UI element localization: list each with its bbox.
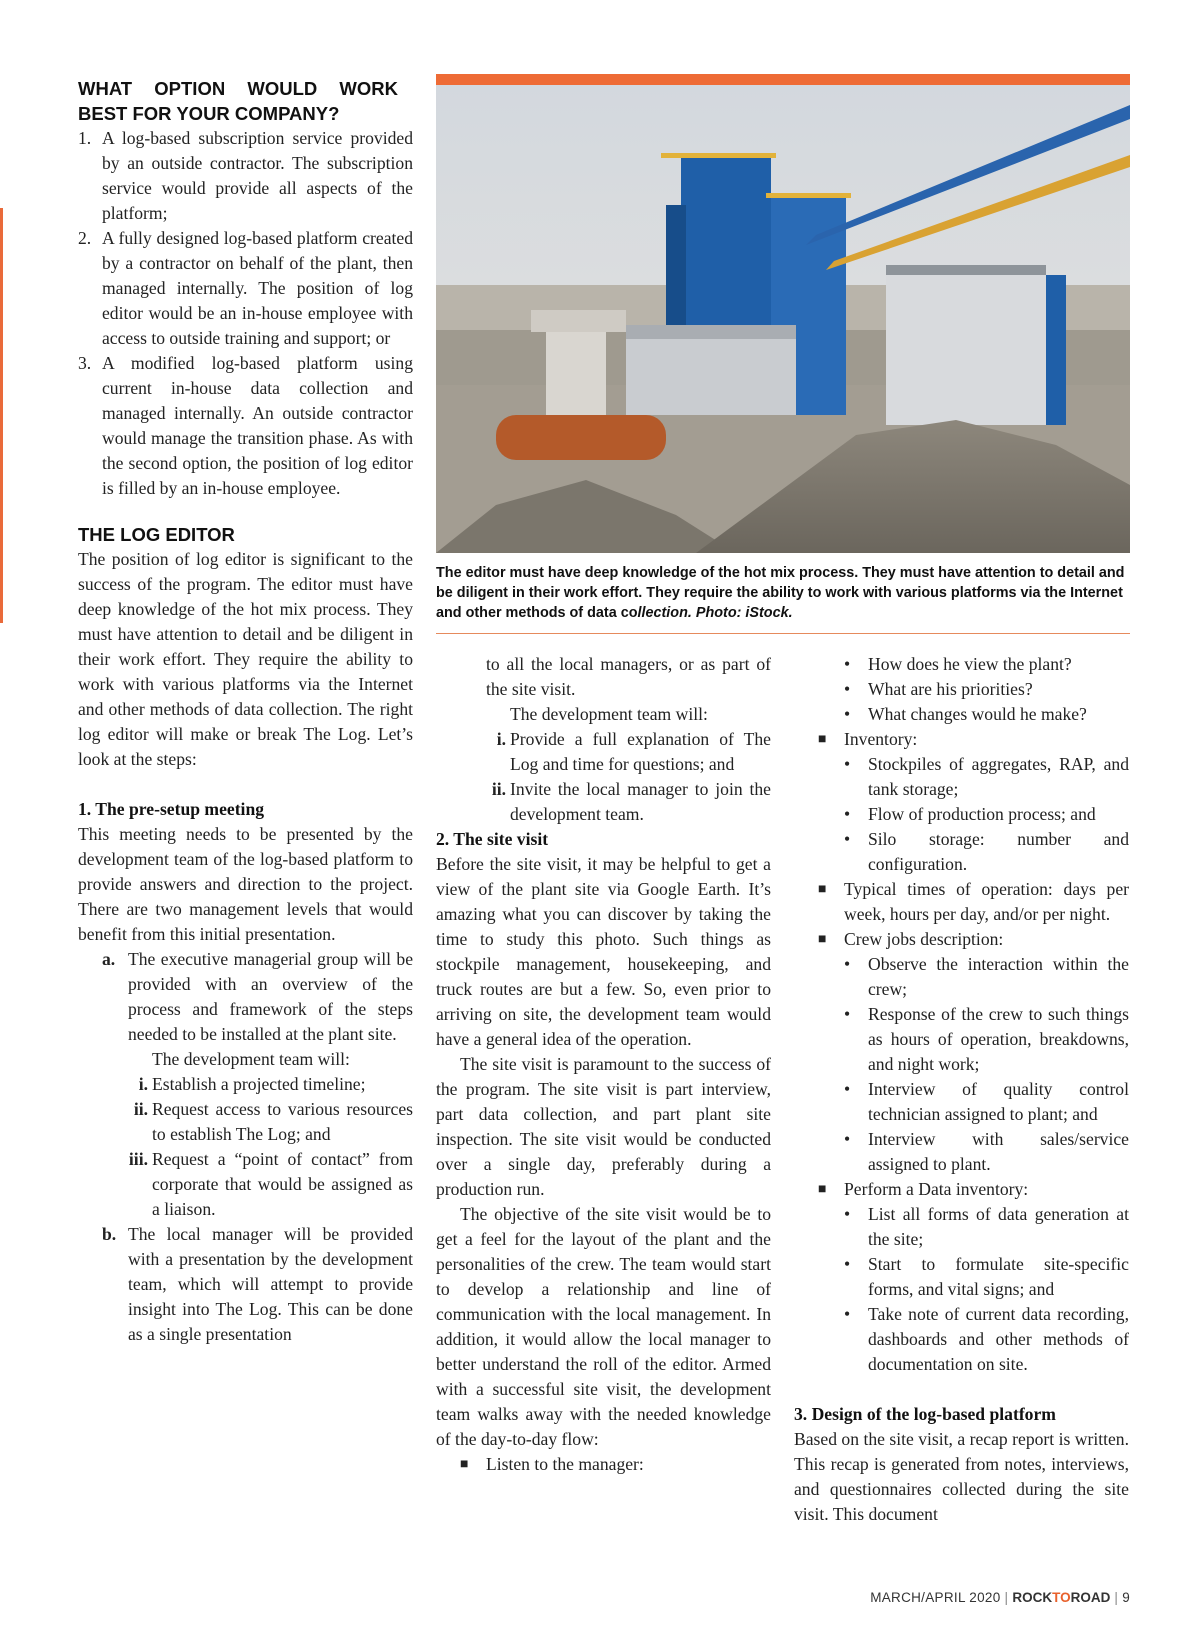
- bullet-icon: •: [844, 654, 851, 674]
- folio-separator: |: [1004, 1590, 1009, 1605]
- task-text: Request a “point of contact” from corporate that would be assigned as a liaison.: [152, 1149, 413, 1219]
- manager-questions-list: [794, 652, 1129, 727]
- group-item: [844, 1002, 1129, 1077]
- log-editor-body: The position of log editor is significant to the success of the program. The editor must have deep knowledge of the hot mix process. They must have attention to detail and be diligent in their work effort. They require the ability to work with various platforms via the Internet and other methods of data collection. The right log editor will make or break The Log. Let’s look at the steps:: [78, 549, 413, 769]
- bullet-icon: •: [844, 754, 851, 774]
- group-item: [844, 827, 1129, 877]
- level-mark: b.: [102, 1224, 117, 1244]
- option-item: [78, 126, 413, 226]
- issue-date: MARCH/APRIL 2020: [870, 1590, 1001, 1605]
- group-label: Crew jobs description:: [844, 929, 1004, 949]
- option-item: [78, 351, 413, 501]
- question-item: [794, 702, 1129, 727]
- bullet-icon: •: [844, 804, 851, 824]
- group-items: [844, 1202, 1129, 1377]
- column-right: [794, 652, 1129, 1527]
- option-text: A fully designed log-based platform created by a contractor on behalf of the plant, then managed internally. The position of log editor would be an in-house employee with access to outside training and support; or: [102, 228, 413, 348]
- square-bullet-icon: ■: [818, 882, 827, 897]
- option-text: A modified log-based platform using current in-house data collection and managed internally. An outside contractor would manage the transition phase. As with the second option, the position of log editor is filled by an in-house employee.: [102, 353, 413, 498]
- option-item: [78, 226, 413, 351]
- task-item: [460, 777, 771, 827]
- brand-part: ROAD: [1070, 1590, 1111, 1605]
- level-mark: a.: [102, 949, 116, 969]
- group-item-text: List all forms of data generation at the site;: [868, 1204, 1129, 1249]
- checklist-group: [794, 877, 1129, 927]
- sidebar-heading: WHAT OPTION WOULD WORK BEST FOR YOUR COMPANY?: [78, 78, 398, 124]
- level-text: The local manager will be provided with a presentation by the development team, which will attempt to provide insight into The Log. This can be done as a single presentation: [128, 1224, 413, 1344]
- task-mark: ii.: [133, 1099, 148, 1119]
- group-item-text: Start to formulate site-specific forms, and vital signs; and: [868, 1254, 1129, 1299]
- square-bullet-icon: ■: [818, 932, 827, 947]
- bullet-icon: •: [844, 1204, 851, 1224]
- group-item: [844, 1252, 1129, 1302]
- option-number: 2.: [78, 228, 92, 248]
- checklist-group: [794, 727, 1129, 877]
- question-item: [794, 652, 1129, 677]
- magazine-brand: [1012, 1590, 1110, 1605]
- options-list: [78, 126, 413, 501]
- group-items: [844, 952, 1129, 1177]
- photo-caption: [436, 563, 1130, 623]
- level-item-b: [78, 1222, 413, 1347]
- listen-list: [436, 1452, 771, 1477]
- group-item-text: Flow of production process; and: [868, 804, 1096, 824]
- listen-item: [436, 1452, 771, 1477]
- bullet-icon: •: [844, 1129, 851, 1149]
- brand-part: ROCK: [1012, 1590, 1053, 1605]
- site-visit-p3: The objective of the site visit would be to get a feel for the layout of the plant and the personalities of the crew. The team would start to develop a relationship and line of communication with the local management. In addition, it would allow the local manager to better understand the roll of the editor. Armed with a successful site visit, the development team walks away with the needed knowledge of the day-to-day flow:: [436, 1204, 771, 1449]
- management-levels-list: [78, 947, 413, 1347]
- design-body: Based on the site visit, a recap report is written. This recap is generated from notes, interviews, and questionnaires collected during the site visit. This document: [794, 1429, 1129, 1524]
- asphalt-plant-photo: [436, 85, 1130, 553]
- checklist-group: [794, 1177, 1129, 1377]
- column-middle: [436, 652, 771, 1477]
- question-text: What are his priorities?: [868, 679, 1033, 699]
- caption-divider: [436, 633, 1130, 634]
- question-item: [794, 677, 1129, 702]
- bullet-icon: •: [844, 954, 851, 974]
- square-bullet-icon: ■: [818, 732, 827, 747]
- option-text: A log-based subscription service provided by an outside contractor. The subscription service would provide all aspects of the platform;: [102, 128, 413, 223]
- task-text: Establish a projected timeline;: [152, 1074, 366, 1094]
- group-item: [844, 1302, 1129, 1377]
- bullet-icon: •: [844, 679, 851, 699]
- bullet-icon: •: [844, 1304, 851, 1324]
- group-item: [844, 1127, 1129, 1177]
- task-mark: i.: [138, 1074, 148, 1094]
- team-tasks-list-b: [460, 727, 771, 827]
- group-item-text: Observe the interaction within the crew;: [868, 954, 1129, 999]
- group-item-text: Take note of current data recording, dashboards and other methods of documentation on site.: [868, 1304, 1129, 1374]
- site-visit-heading: 2. The site visit: [436, 829, 549, 849]
- team-will-label-b: The development team will:: [510, 704, 708, 724]
- task-item: [102, 1097, 413, 1147]
- group-label: Perform a Data inventory:: [844, 1179, 1029, 1199]
- group-item-text: Interview of quality control technician assigned to plant; and: [868, 1079, 1129, 1124]
- checklist-group: [794, 927, 1129, 1177]
- group-item: [844, 1077, 1129, 1127]
- site-visit-p2: The site visit is paramount to the success of the program. The site visit is part interview, part data collection, and part plant site inspection. The site visit would be conducted over a single day, preferably during a production run.: [436, 1054, 771, 1199]
- log-editor-heading: THE LOG EDITOR: [78, 524, 235, 545]
- bullet-icon: •: [844, 1079, 851, 1099]
- bullet-icon: •: [844, 1004, 851, 1024]
- level-text: The executive managerial group will be provided with an overview of the process and framework of the steps needed to be installed at the plant site.: [128, 949, 413, 1044]
- task-item: [102, 1147, 413, 1222]
- design-heading: 3. Design of the log-based platform: [794, 1404, 1056, 1424]
- bullet-icon: •: [844, 829, 851, 849]
- bullet-icon: •: [844, 1254, 851, 1274]
- presetup-b-continued: to all the local managers, or as part of the site visit.: [486, 654, 771, 699]
- group-item-text: Stockpiles of aggregates, RAP, and tank storage;: [868, 754, 1129, 799]
- task-text: Provide a full explanation of The Log and time for questions; and: [510, 729, 771, 774]
- group-label: Inventory:: [844, 729, 918, 749]
- presetup-intro: This meeting needs to be presented by the development team of the log-based platform to provide answers and direction to the project. There are two management levels that would benefit from this initial presentation.: [78, 824, 413, 944]
- group-item: [844, 1202, 1129, 1252]
- question-text: How does he view the plant?: [868, 654, 1072, 674]
- square-bullet-icon: ■: [818, 1182, 827, 1197]
- photo-top-accent-bar: [436, 74, 1130, 85]
- group-item: [844, 752, 1129, 802]
- level-item-a: [78, 947, 413, 1222]
- option-number: 3.: [78, 353, 92, 373]
- team-will-label: The development team will:: [152, 1049, 350, 1069]
- task-text: Request access to various resources to establish The Log; and: [152, 1099, 413, 1144]
- group-item: [844, 802, 1129, 827]
- task-text: Invite the local manager to join the development team.: [510, 779, 771, 824]
- column-left: [78, 76, 413, 1347]
- caption-text: The editor must have deep knowledge of the hot mix process. They must have attention to detail and be diligent in their work effort. They require the ability to work with various platforms via the Internet and other methods of data co: [436, 565, 1125, 621]
- group-item: [844, 952, 1129, 1002]
- task-item: [102, 1072, 413, 1097]
- group-items: [844, 752, 1129, 877]
- group-item-text: Interview with sales/service assigned to plant.: [868, 1129, 1129, 1174]
- page-number: 9: [1122, 1590, 1130, 1605]
- presetup-heading: 1. The pre-setup meeting: [78, 799, 265, 819]
- folio-separator: |: [1114, 1590, 1119, 1605]
- team-tasks-list: [102, 1072, 413, 1222]
- listen-text: Listen to the manager:: [486, 1454, 644, 1474]
- caption-credit: llection. Photo: iStock.: [637, 605, 793, 621]
- group-item-text: Silo storage: number and configuration.: [868, 829, 1129, 874]
- square-bullet-icon: ■: [460, 1457, 469, 1472]
- group-item-text: Response of the crew to such things as hours of operation, breakdowns, and night work;: [868, 1004, 1129, 1074]
- site-checklist: [794, 727, 1129, 1377]
- page-edge-accent: [0, 208, 3, 623]
- option-number: 1.: [78, 128, 92, 148]
- group-label: Typical times of operation: days per week, hours per day, and/or per night.: [844, 879, 1129, 924]
- question-text: What changes would he make?: [868, 704, 1087, 724]
- task-item: [460, 727, 771, 777]
- brand-part-accent: TO: [1052, 1590, 1071, 1605]
- page-folio: [870, 1590, 1130, 1605]
- site-visit-p1: Before the site visit, it may be helpful to get a view of the plant site via Google Earth. It’s amazing what you can discover by taking the time to study this photo. Such things as stockpile management, housekeeping, and truck routes are but a few. So, even prior to arriving on site, the development team would have a general idea of the operation.: [436, 854, 771, 1049]
- task-mark: ii.: [491, 779, 506, 799]
- bullet-icon: •: [844, 704, 851, 724]
- task-mark: i.: [496, 729, 506, 749]
- task-mark: iii.: [128, 1149, 148, 1169]
